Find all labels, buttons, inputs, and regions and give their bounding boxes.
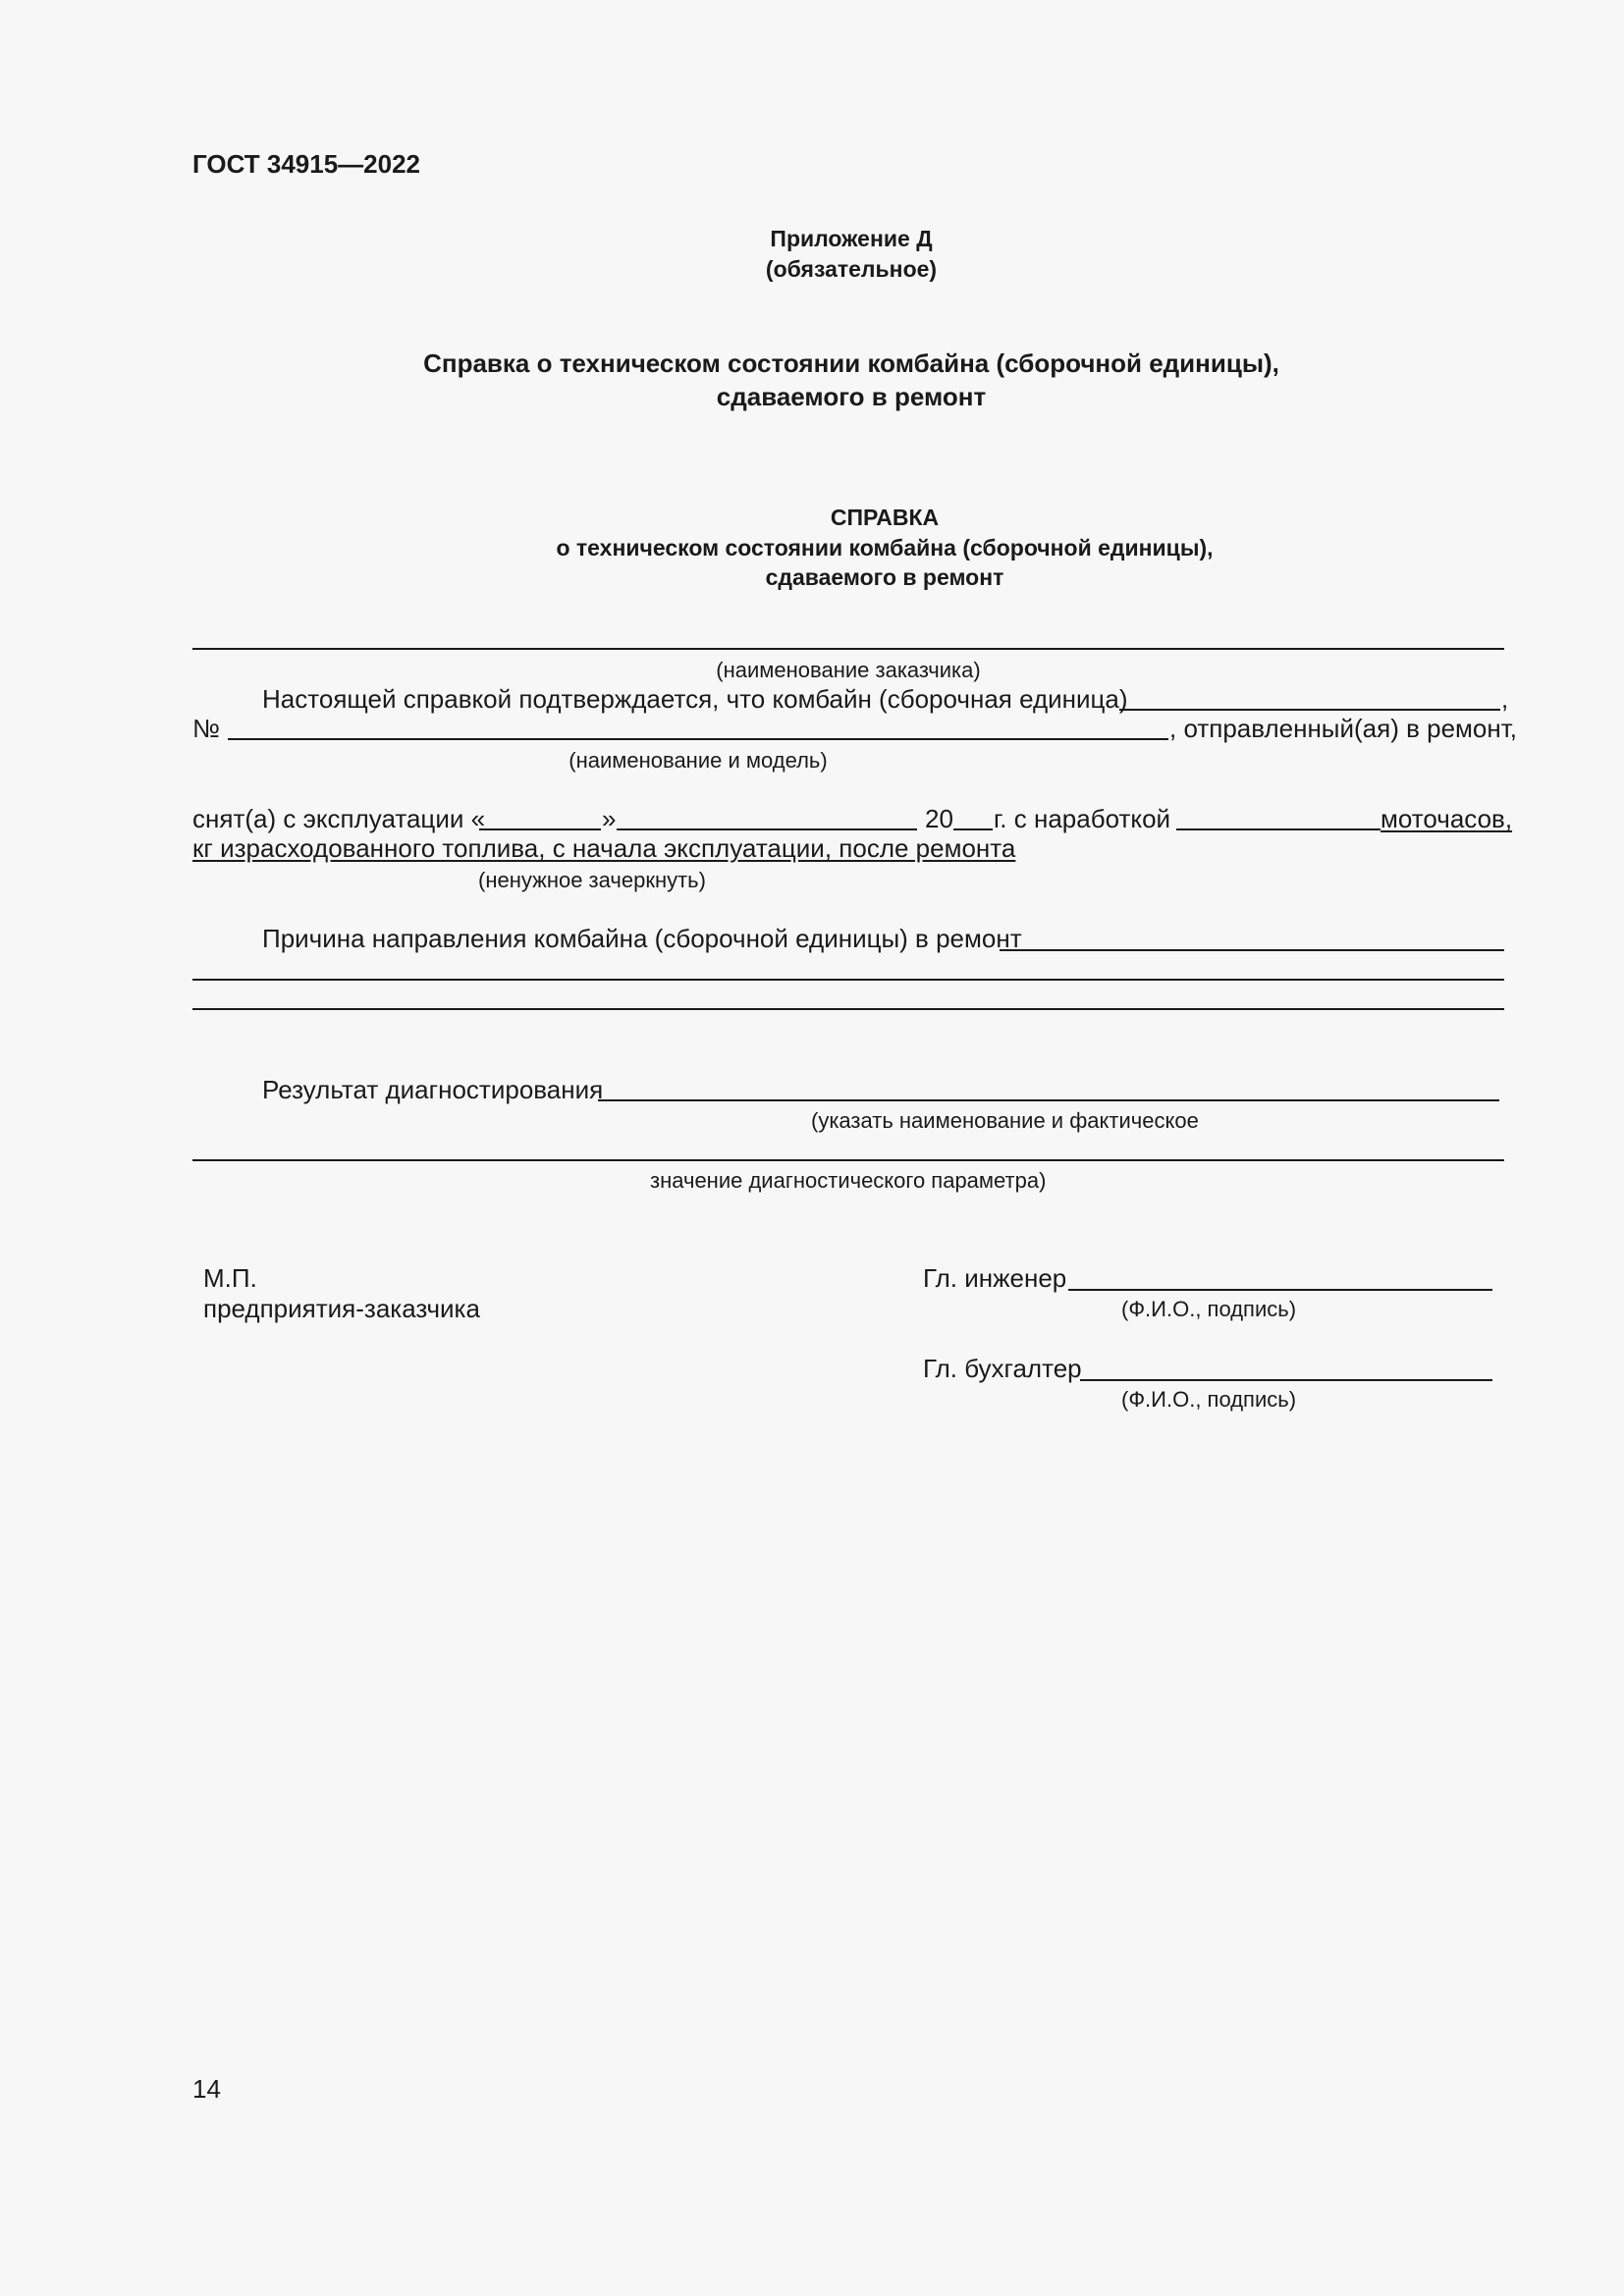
diagnosis-hint-2: значение диагностического параметра): [650, 1168, 1047, 1193]
customer-hint: (наименование заказчика): [716, 658, 981, 682]
sent-to-repair-text: , отправленный(ая) в ремонт,: [1169, 714, 1517, 743]
doc-title-line1: Справка о техническом состоянии комбайна (сборочной единицы),: [423, 348, 1279, 378]
doc-title-line2: сдаваемого в ремонт: [716, 382, 987, 411]
accountant-signature-line[interactable]: [1080, 1379, 1492, 1381]
page-number: 14: [192, 2074, 221, 2104]
customer-name-line[interactable]: [192, 648, 1504, 650]
engineer-label: Гл. инженер: [923, 1263, 1067, 1293]
day-line[interactable]: [479, 828, 601, 830]
motohours-option: моточасов,: [1380, 804, 1513, 833]
model-hint: (наименование и модель): [568, 748, 828, 773]
year-prefix: 20: [925, 804, 953, 833]
operating-hours-line[interactable]: [1176, 828, 1380, 830]
diagnosis-line-2[interactable]: [192, 1159, 1504, 1161]
accountant-hint: (Ф.И.О., подпись): [1121, 1387, 1297, 1412]
appendix-status: (обязательное): [765, 256, 938, 282]
decommission-prefix: снят(а) с эксплуатации «: [192, 804, 486, 833]
reason-label: Причина направления комбайна (сборочной единицы) в ремонт: [262, 924, 1022, 953]
close-quote: »: [602, 804, 617, 833]
confirm-text: Настоящей справкой подтверждается, что комбайн (сборочная единица): [262, 684, 1128, 714]
standard-number: ГОСТ 34915—2022: [192, 149, 420, 179]
reason-line-1[interactable]: [1000, 949, 1504, 951]
diagnosis-hint-1: (указать наименование и фактическое: [811, 1108, 1199, 1133]
stamp-label: М.П.: [203, 1263, 257, 1293]
engineer-signature-line[interactable]: [1068, 1289, 1492, 1291]
form-title-line1: СПРАВКА: [830, 505, 940, 530]
reason-line-3[interactable]: [192, 1008, 1504, 1010]
year-line[interactable]: [953, 828, 993, 830]
number-sign: №: [192, 714, 220, 743]
form-title-line2: о техническом состоянии комбайна (сборочной единицы),: [556, 535, 1214, 561]
strike-hint: (ненужное зачеркнуть): [478, 868, 706, 892]
diagnosis-label: Результат диагностирования: [262, 1075, 604, 1104]
stamp-org: предприятия-заказчика: [203, 1294, 480, 1323]
confirm-comma: ,: [1501, 684, 1509, 714]
accountant-label: Гл. бухгалтер: [923, 1354, 1082, 1383]
diagnosis-line-1[interactable]: [598, 1099, 1499, 1101]
after-year-text: г. с наработкой: [994, 804, 1171, 833]
form-title-line3: сдаваемого в ремонт: [765, 564, 1004, 590]
serial-number-line[interactable]: [228, 738, 1168, 740]
reason-line-2[interactable]: [192, 979, 1504, 981]
engineer-hint: (Ф.И.О., подпись): [1121, 1297, 1297, 1321]
measurement-options: кг израсходованного топлива, с начала эксплуатации, после ремонта: [192, 833, 1016, 863]
appendix-title: Приложение Д: [770, 226, 933, 251]
month-line[interactable]: [617, 828, 917, 830]
unit-name-line[interactable]: [1119, 709, 1500, 711]
